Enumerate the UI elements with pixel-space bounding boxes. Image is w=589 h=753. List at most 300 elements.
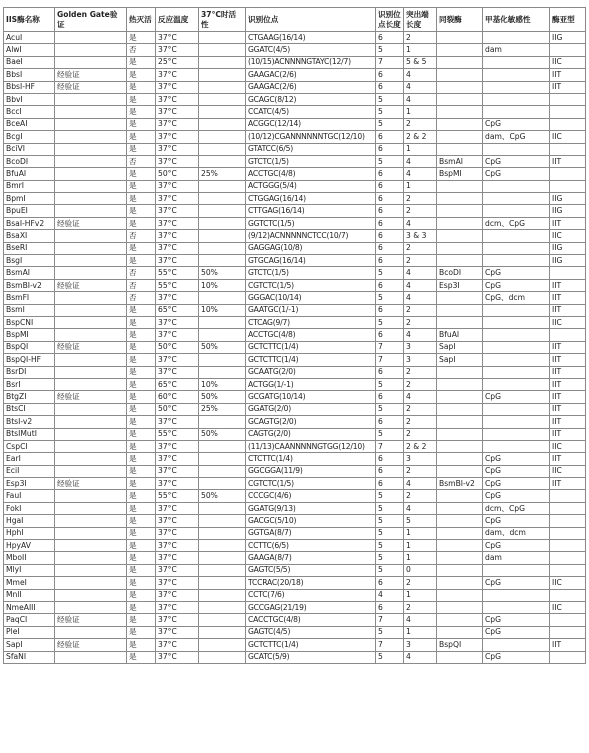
isoschizomer-cell: SapI <box>437 341 483 353</box>
reaction-temp-cell: 37°C <box>156 354 199 366</box>
activity-37c-cell <box>199 81 246 93</box>
overhang-length-cell: 2 <box>404 255 437 267</box>
methylation-sensitivity-cell <box>483 255 550 267</box>
enzyme-subtype-cell: IIC <box>550 465 586 477</box>
methylation-sensitivity-cell <box>483 69 550 81</box>
overhang-length-cell: 2 <box>404 193 437 205</box>
activity-37c-cell: 50% <box>199 267 246 279</box>
overhang-length-cell: 4 <box>404 614 437 626</box>
methylation-sensitivity-cell: CpG <box>483 453 550 465</box>
overhang-length-cell: 4 <box>404 478 437 490</box>
overhang-length-cell: 2 <box>404 32 437 44</box>
overhang-length-cell: 2 <box>404 416 437 428</box>
methylation-sensitivity-cell <box>483 56 550 68</box>
enzyme-name-cell: BsmI <box>4 304 55 316</box>
reaction-temp-cell: 37°C <box>156 540 199 552</box>
overhang-length-cell: 4 <box>404 267 437 279</box>
table-row <box>4 440 586 452</box>
golden-gate-cell <box>55 527 127 539</box>
table-row <box>4 601 586 613</box>
overhang-length-cell: 2 <box>404 366 437 378</box>
isoschizomer-cell <box>437 56 483 68</box>
reaction-temp-cell: 37°C <box>156 69 199 81</box>
reaction-temp-cell: 25°C <box>156 56 199 68</box>
golden-gate-cell: 经验证 <box>55 217 127 229</box>
heat-inactivation-cell: 是 <box>127 515 156 527</box>
heat-inactivation-cell: 是 <box>127 391 156 403</box>
activity-37c-cell <box>199 205 246 217</box>
recognition-site-cell: GAGTC(4/5) <box>246 626 376 638</box>
isoschizomer-cell <box>437 552 483 564</box>
recognition-site-cell: ACGGC(12/14) <box>246 118 376 130</box>
recognition-site-cell: ACCTGC(4/8) <box>246 329 376 341</box>
recognition-site-cell: CTCTTC(1/4) <box>246 453 376 465</box>
isoschizomer-cell <box>437 527 483 539</box>
recognition-site-cell: CACCTGC(4/8) <box>246 614 376 626</box>
table-row <box>4 44 586 56</box>
enzyme-subtype-cell: IIT <box>550 391 586 403</box>
table-body <box>4 32 586 664</box>
methylation-sensitivity-cell <box>483 205 550 217</box>
heat-inactivation-cell: 是 <box>127 540 156 552</box>
reaction-temp-cell: 65°C <box>156 378 199 390</box>
activity-37c-cell <box>199 316 246 328</box>
overhang-length-cell: 4 <box>404 651 437 663</box>
activity-37c-cell: 10% <box>199 304 246 316</box>
activity-37c-cell <box>199 44 246 56</box>
site-length-cell: 6 <box>376 416 404 428</box>
methylation-sensitivity-cell: CpG <box>483 168 550 180</box>
site-length-cell: 5 <box>376 490 404 502</box>
isoschizomer-cell <box>437 416 483 428</box>
recognition-site-cell: CAGTG(2/0) <box>246 428 376 440</box>
heat-inactivation-cell: 是 <box>127 639 156 651</box>
golden-gate-cell <box>55 490 127 502</box>
table-row <box>4 118 586 130</box>
activity-37c-cell <box>199 589 246 601</box>
heat-inactivation-cell: 是 <box>127 304 156 316</box>
isoschizomer-cell <box>437 217 483 229</box>
enzyme-subtype-cell <box>550 651 586 663</box>
overhang-length-cell: 2 <box>404 316 437 328</box>
reaction-temp-cell: 60°C <box>156 391 199 403</box>
table-row <box>4 304 586 316</box>
table-row <box>4 589 586 601</box>
isoschizomer-cell <box>437 440 483 452</box>
site-length-cell: 5 <box>376 515 404 527</box>
table-row <box>4 205 586 217</box>
site-length-cell: 6 <box>376 366 404 378</box>
isoschizomer-cell <box>437 292 483 304</box>
reaction-temp-cell: 37°C <box>156 515 199 527</box>
activity-37c-cell <box>199 540 246 552</box>
golden-gate-cell: 经验证 <box>55 391 127 403</box>
golden-gate-cell <box>55 465 127 477</box>
enzyme-name-cell: BseRI <box>4 242 55 254</box>
table-row <box>4 155 586 167</box>
overhang-length-cell: 2 & 2 <box>404 131 437 143</box>
heat-inactivation-cell: 是 <box>127 428 156 440</box>
site-length-cell: 5 <box>376 292 404 304</box>
reaction-temp-cell: 37°C <box>156 416 199 428</box>
recognition-site-cell: (9/12)ACNNNNNCTCC(10/7) <box>246 230 376 242</box>
overhang-length-cell: 3 & 3 <box>404 230 437 242</box>
site-length-cell: 4 <box>376 589 404 601</box>
table-row <box>4 502 586 514</box>
activity-37c-cell <box>199 465 246 477</box>
site-length-cell: 6 <box>376 230 404 242</box>
methylation-sensitivity-cell <box>483 242 550 254</box>
overhang-length-cell: 3 <box>404 639 437 651</box>
table-row <box>4 341 586 353</box>
reaction-temp-cell: 50°C <box>156 403 199 415</box>
activity-37c-cell: 25% <box>199 403 246 415</box>
reaction-temp-cell: 37°C <box>156 564 199 576</box>
table-row <box>4 217 586 229</box>
isoschizomer-cell <box>437 403 483 415</box>
header-isoschizomer: 同裂酶 <box>437 8 483 32</box>
golden-gate-cell: 经验证 <box>55 341 127 353</box>
golden-gate-cell <box>55 564 127 576</box>
reaction-temp-cell: 37°C <box>156 614 199 626</box>
enzyme-name-cell: NmeAIII <box>4 601 55 613</box>
heat-inactivation-cell: 否 <box>127 230 156 242</box>
isoschizomer-cell <box>437 502 483 514</box>
isoschizomer-cell <box>437 32 483 44</box>
methylation-sensitivity-cell <box>483 564 550 576</box>
reaction-temp-cell: 37°C <box>156 193 199 205</box>
site-length-cell: 5 <box>376 527 404 539</box>
heat-inactivation-cell: 是 <box>127 205 156 217</box>
enzyme-name-cell: CspCI <box>4 440 55 452</box>
methylation-sensitivity-cell <box>483 316 550 328</box>
overhang-length-cell: 2 & 2 <box>404 440 437 452</box>
recognition-site-cell: GCAGTG(2/0) <box>246 416 376 428</box>
recognition-site-cell: GCTCTTC(1/4) <box>246 341 376 353</box>
methylation-sensitivity-cell: dam、CpG <box>483 131 550 143</box>
table-row <box>4 639 586 651</box>
reaction-temp-cell: 37°C <box>156 205 199 217</box>
heat-inactivation-cell: 否 <box>127 279 156 291</box>
enzyme-name-cell: EarI <box>4 453 55 465</box>
table-row <box>4 416 586 428</box>
overhang-length-cell: 2 <box>404 403 437 415</box>
site-length-cell: 5 <box>376 155 404 167</box>
golden-gate-cell <box>55 242 127 254</box>
activity-37c-cell <box>199 601 246 613</box>
enzyme-subtype-cell: IIC <box>550 56 586 68</box>
reaction-temp-cell: 37°C <box>156 601 199 613</box>
heat-inactivation-cell: 是 <box>127 255 156 267</box>
table-row <box>4 564 586 576</box>
site-length-cell: 5 <box>376 502 404 514</box>
recognition-site-cell: GTATCC(6/5) <box>246 143 376 155</box>
enzyme-name-cell: BtsCI <box>4 403 55 415</box>
enzyme-name-cell: HphI <box>4 527 55 539</box>
heat-inactivation-cell: 是 <box>127 502 156 514</box>
enzyme-name-cell: BspQI <box>4 341 55 353</box>
table-row <box>4 93 586 105</box>
header-enzyme-subtype: 酶亚型 <box>550 8 586 32</box>
enzyme-name-cell: BccI <box>4 106 55 118</box>
methylation-sensitivity-cell: CpG <box>483 515 550 527</box>
recognition-site-cell: CCATC(4/5) <box>246 106 376 118</box>
site-length-cell: 5 <box>376 106 404 118</box>
methylation-sensitivity-cell <box>483 193 550 205</box>
overhang-length-cell: 1 <box>404 106 437 118</box>
activity-37c-cell <box>199 577 246 589</box>
golden-gate-cell <box>55 440 127 452</box>
heat-inactivation-cell: 是 <box>127 56 156 68</box>
isoschizomer-cell <box>437 601 483 613</box>
activity-37c-cell <box>199 106 246 118</box>
enzyme-name-cell: BsgI <box>4 255 55 267</box>
golden-gate-cell <box>55 626 127 638</box>
methylation-sensitivity-cell <box>483 403 550 415</box>
activity-37c-cell <box>199 118 246 130</box>
methylation-sensitivity-cell: CpG <box>483 155 550 167</box>
enzyme-subtype-cell: IIC <box>550 440 586 452</box>
golden-gate-cell <box>55 428 127 440</box>
recognition-site-cell: GTCTC(1/5) <box>246 155 376 167</box>
site-length-cell: 5 <box>376 428 404 440</box>
enzyme-subtype-cell: IIC <box>550 601 586 613</box>
enzyme-name-cell: BsaXI <box>4 230 55 242</box>
activity-37c-cell <box>199 69 246 81</box>
golden-gate-cell <box>55 577 127 589</box>
overhang-length-cell: 1 <box>404 143 437 155</box>
overhang-length-cell: 1 <box>404 44 437 56</box>
enzyme-name-cell: HpyAV <box>4 540 55 552</box>
methylation-sensitivity-cell: CpG <box>483 577 550 589</box>
heat-inactivation-cell: 是 <box>127 316 156 328</box>
isoschizomer-cell: BsmBI-v2 <box>437 478 483 490</box>
reaction-temp-cell: 37°C <box>156 626 199 638</box>
activity-37c-cell <box>199 32 246 44</box>
enzyme-subtype-cell <box>550 267 586 279</box>
recognition-site-cell: CTGGAG(16/14) <box>246 193 376 205</box>
site-length-cell: 6 <box>376 143 404 155</box>
isoschizomer-cell <box>437 614 483 626</box>
recognition-site-cell: GAGTC(5/5) <box>246 564 376 576</box>
isoschizomer-cell <box>437 205 483 217</box>
enzyme-subtype-cell <box>550 180 586 192</box>
enzyme-subtype-cell: IIG <box>550 255 586 267</box>
enzyme-name-cell: Esp3I <box>4 478 55 490</box>
overhang-length-cell: 2 <box>404 465 437 477</box>
methylation-sensitivity-cell <box>483 378 550 390</box>
enzyme-subtype-cell: IIT <box>550 81 586 93</box>
activity-37c-cell <box>199 155 246 167</box>
reaction-temp-cell: 37°C <box>156 465 199 477</box>
heat-inactivation-cell: 是 <box>127 168 156 180</box>
recognition-site-cell: GCTCTTC(1/4) <box>246 354 376 366</box>
enzyme-name-cell: BbsI <box>4 69 55 81</box>
isoschizomer-cell <box>437 255 483 267</box>
enzyme-subtype-cell <box>550 168 586 180</box>
enzyme-subtype-cell: IIT <box>550 639 586 651</box>
site-length-cell: 6 <box>376 391 404 403</box>
table-row <box>4 651 586 663</box>
isoschizomer-cell <box>437 118 483 130</box>
table-row <box>4 540 586 552</box>
methylation-sensitivity-cell <box>483 440 550 452</box>
table-row <box>4 32 586 44</box>
enzyme-subtype-cell: IIT <box>550 304 586 316</box>
overhang-length-cell: 2 <box>404 205 437 217</box>
reaction-temp-cell: 55°C <box>156 279 199 291</box>
site-length-cell: 5 <box>376 552 404 564</box>
header-overhang-length: 突出端长度 <box>404 8 437 32</box>
overhang-length-cell: 5 <box>404 515 437 527</box>
header-activity-37c: 37°C时活性 <box>199 8 246 32</box>
activity-37c-cell <box>199 366 246 378</box>
enzyme-subtype-cell: IIG <box>550 32 586 44</box>
overhang-length-cell: 4 <box>404 329 437 341</box>
table-row <box>4 391 586 403</box>
recognition-site-cell: GAAGAC(2/6) <box>246 81 376 93</box>
golden-gate-cell <box>55 589 127 601</box>
table-row <box>4 403 586 415</box>
isoschizomer-cell: BcoDI <box>437 267 483 279</box>
recognition-site-cell: GGATG(2/0) <box>246 403 376 415</box>
reaction-temp-cell: 37°C <box>156 81 199 93</box>
recognition-site-cell: ACTGG(1/-1) <box>246 378 376 390</box>
heat-inactivation-cell: 是 <box>127 217 156 229</box>
site-length-cell: 5 <box>376 403 404 415</box>
recognition-site-cell: GGATC(4/5) <box>246 44 376 56</box>
site-length-cell: 5 <box>376 626 404 638</box>
recognition-site-cell: CCCGC(4/6) <box>246 490 376 502</box>
enzyme-subtype-cell: IIT <box>550 478 586 490</box>
overhang-length-cell: 4 <box>404 391 437 403</box>
enzyme-name-cell: BtgZI <box>4 391 55 403</box>
recognition-site-cell: GGTGA(8/7) <box>246 527 376 539</box>
site-length-cell: 5 <box>376 316 404 328</box>
isoschizomer-cell <box>437 81 483 93</box>
site-length-cell: 6 <box>376 478 404 490</box>
recognition-site-cell: CGTCTC(1/5) <box>246 279 376 291</box>
site-length-cell: 6 <box>376 601 404 613</box>
iis-enzyme-table <box>3 7 586 664</box>
enzyme-subtype-cell: IIT <box>550 354 586 366</box>
heat-inactivation-cell: 是 <box>127 416 156 428</box>
overhang-length-cell: 2 <box>404 428 437 440</box>
methylation-sensitivity-cell <box>483 329 550 341</box>
isoschizomer-cell <box>437 193 483 205</box>
reaction-temp-cell: 37°C <box>156 366 199 378</box>
methylation-sensitivity-cell <box>483 601 550 613</box>
table-row <box>4 267 586 279</box>
reaction-temp-cell: 37°C <box>156 552 199 564</box>
golden-gate-cell <box>55 651 127 663</box>
recognition-site-cell: TCCRAC(20/18) <box>246 577 376 589</box>
enzyme-subtype-cell <box>550 515 586 527</box>
reaction-temp-cell: 37°C <box>156 131 199 143</box>
table-row <box>4 428 586 440</box>
reaction-temp-cell: 37°C <box>156 255 199 267</box>
site-length-cell: 6 <box>376 168 404 180</box>
enzyme-name-cell: BciVI <box>4 143 55 155</box>
enzyme-name-cell: BspCNI <box>4 316 55 328</box>
reaction-temp-cell: 55°C <box>156 267 199 279</box>
header-recognition-site: 识别位点 <box>246 8 376 32</box>
header-methylation-sensitivity: 甲基化敏感性 <box>483 8 550 32</box>
activity-37c-cell <box>199 651 246 663</box>
overhang-length-cell: 2 <box>404 601 437 613</box>
golden-gate-cell <box>55 205 127 217</box>
heat-inactivation-cell: 是 <box>127 69 156 81</box>
enzyme-name-cell: BsrI <box>4 378 55 390</box>
heat-inactivation-cell: 是 <box>127 564 156 576</box>
methylation-sensitivity-cell <box>483 32 550 44</box>
recognition-site-cell: GCCGAG(21/19) <box>246 601 376 613</box>
isoschizomer-cell <box>437 490 483 502</box>
enzyme-name-cell: BsaI-HFv2 <box>4 217 55 229</box>
activity-37c-cell <box>199 478 246 490</box>
reaction-temp-cell: 37°C <box>156 217 199 229</box>
site-length-cell: 6 <box>376 577 404 589</box>
enzyme-name-cell: BbvI <box>4 93 55 105</box>
methylation-sensitivity-cell <box>483 639 550 651</box>
site-length-cell: 6 <box>376 453 404 465</box>
enzyme-name-cell: SfaNI <box>4 651 55 663</box>
overhang-length-cell: 3 <box>404 341 437 353</box>
activity-37c-cell <box>199 440 246 452</box>
activity-37c-cell: 50% <box>199 341 246 353</box>
golden-gate-cell <box>55 93 127 105</box>
isoschizomer-cell: SapI <box>437 354 483 366</box>
enzyme-name-cell: MboII <box>4 552 55 564</box>
isoschizomer-cell: BsmAI <box>437 155 483 167</box>
table-row <box>4 329 586 341</box>
site-length-cell: 7 <box>376 341 404 353</box>
methylation-sensitivity-cell <box>483 416 550 428</box>
heat-inactivation-cell: 是 <box>127 403 156 415</box>
golden-gate-cell <box>55 56 127 68</box>
overhang-length-cell: 2 <box>404 378 437 390</box>
overhang-length-cell: 2 <box>404 490 437 502</box>
enzyme-subtype-cell <box>550 93 586 105</box>
methylation-sensitivity-cell: dam <box>483 552 550 564</box>
golden-gate-cell <box>55 416 127 428</box>
golden-gate-cell <box>55 32 127 44</box>
site-length-cell: 5 <box>376 93 404 105</box>
methylation-sensitivity-cell: CpG <box>483 490 550 502</box>
activity-37c-cell <box>199 416 246 428</box>
isoschizomer-cell <box>437 428 483 440</box>
overhang-length-cell: 1 <box>404 552 437 564</box>
enzyme-name-cell: AlwI <box>4 44 55 56</box>
enzyme-name-cell: BsmFI <box>4 292 55 304</box>
heat-inactivation-cell: 是 <box>127 589 156 601</box>
golden-gate-cell <box>55 540 127 552</box>
golden-gate-cell <box>55 230 127 242</box>
enzyme-subtype-cell <box>550 490 586 502</box>
table-row <box>4 168 586 180</box>
table-row <box>4 626 586 638</box>
enzyme-subtype-cell: IIT <box>550 217 586 229</box>
table-row <box>4 354 586 366</box>
golden-gate-cell: 经验证 <box>55 69 127 81</box>
heat-inactivation-cell: 是 <box>127 106 156 118</box>
overhang-length-cell: 4 <box>404 217 437 229</box>
enzyme-name-cell: BspMI <box>4 329 55 341</box>
enzyme-subtype-cell: IIT <box>550 366 586 378</box>
activity-37c-cell <box>199 527 246 539</box>
table-row <box>4 478 586 490</box>
enzyme-name-cell: BbsI-HF <box>4 81 55 93</box>
